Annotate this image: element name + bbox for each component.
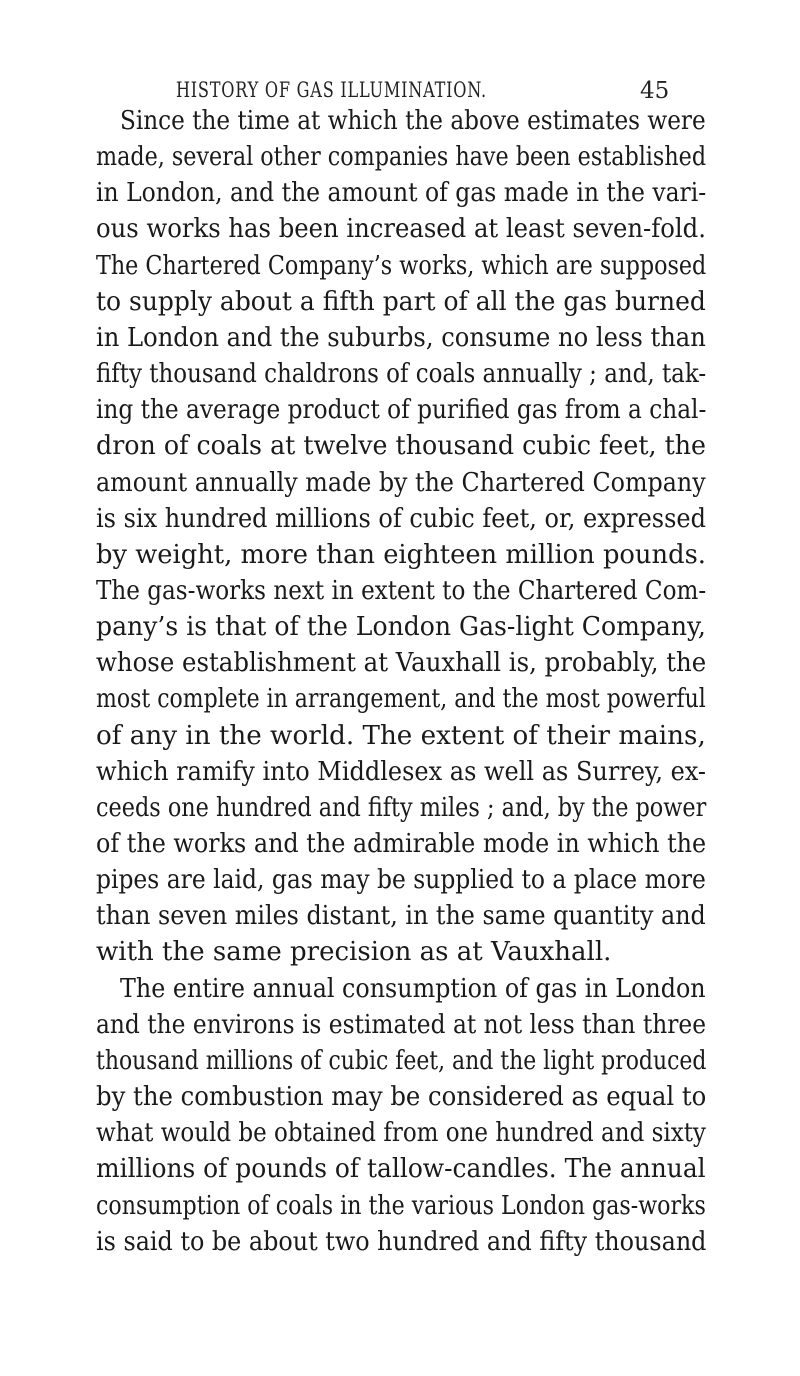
text-line: most complete in arrangement, and the most powerful <box>96 684 706 715</box>
text-line: is said to be about two hundred and fifty thousand <box>96 1226 707 1257</box>
text-line: ceeds one hundred and fifty miles ; and, by the power <box>96 792 707 823</box>
page-number: 45 <box>640 78 670 104</box>
text-line: Since the time at which the above estimates were <box>120 106 706 136</box>
text-line: and the environs is estimated at not less than three <box>96 1009 706 1040</box>
text-line: made, several other companies have been established <box>96 142 707 173</box>
text-line: fifty thousand chaldrons of coals annually ; and, tak- <box>96 359 707 390</box>
text-line: millions of pounds of tallow-candles. The annual <box>96 1154 706 1185</box>
text-line: thousand millions of cubic feet, and the light produced <box>96 1045 707 1076</box>
text-line: in London and the suburbs, consume no less than <box>96 322 706 353</box>
text-line: ous works has been increased at least seven-fold. <box>96 214 706 245</box>
text-line: which ramify into Middlesex as well as Surrey, ex- <box>96 756 707 787</box>
text-line: pipes are laid, gas may be supplied to a place more <box>96 865 706 896</box>
text-line: than seven miles distant, in the same quantity and <box>96 901 706 932</box>
text-line: The Chartered Company’s works, which are supposed <box>96 250 707 281</box>
text-line: The gas-works next in extent to the Chartered Com- <box>96 575 707 606</box>
text-line: with the same precision as at Vauxhall. <box>96 937 612 968</box>
text-line: what would be obtained from one hundred and sixty <box>96 1118 706 1149</box>
text-line: pany’s is that of the London Gas-light Company, <box>96 612 706 643</box>
text-line: by the combustion may be considered as equal to <box>96 1082 707 1113</box>
text-line: of the works and the admirable mode in which the <box>96 829 707 859</box>
text-line: in London, and the amount of gas made in the vari- <box>96 178 707 209</box>
running-head: HISTORY OF GAS ILLUMINATION. <box>176 78 487 102</box>
text-line: whose establishment at Vauxhall is, probably, the <box>96 648 707 679</box>
text-line: The entire annual consumption of gas in London <box>120 973 706 1004</box>
text-line: ing the average product of purified gas from a chal- <box>96 395 707 426</box>
text-line: to supply about a fifth part of all the gas burned <box>96 286 706 317</box>
text-line: is six hundred millions of cubic feet, or, expressed <box>96 503 706 534</box>
text-line: dron of coals at twelve thousand cubic feet, the <box>96 431 707 462</box>
text-line: by weight, more than eighteen million pounds. <box>96 539 706 570</box>
text-line: amount annually made by the Chartered Company <box>96 467 706 498</box>
text-line: consumption of coals in the various London gas-works <box>96 1190 706 1221</box>
text-line: of any in the world. The extent of their mains, <box>96 720 706 751</box>
